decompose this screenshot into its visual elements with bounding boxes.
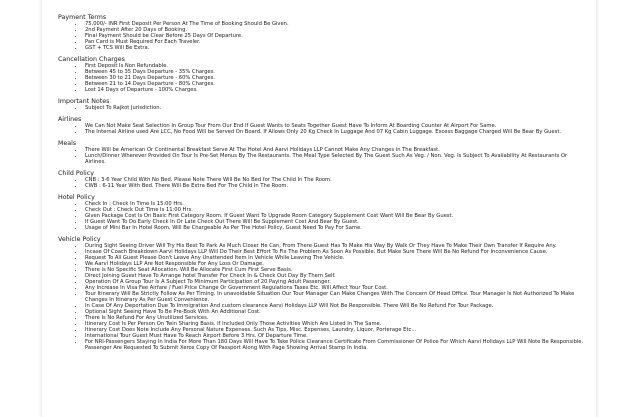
list-item: • In Case Of Any Deportation Due To Immigration And custom clearance Aarvi Holidays LLP Will Not Be Responsible. There Will Be No Refund For Tour Package. bbox=[84, 303, 588, 309]
list-item: • The Internal Airline used Are LCC, No Food Will be Served On Board. If Allows Only 20 Kg Check In Luggage And 07 Kg Cabin Luggage. Excess Baggage Charged Will Be Bear By Guest. bbox=[84, 129, 588, 135]
list-item: • Any Increase In Visa Fee Airfare / Fuel Price Change Or Government Regulations Taxes Etc. Will Affect Your Tour Cost. bbox=[84, 285, 588, 291]
section-list bbox=[58, 201, 588, 231]
section-title: Payment Terms bbox=[58, 14, 107, 21]
section-title: Child Policy bbox=[58, 169, 94, 177]
list-item: • We Aarvi Holidays LLP Are Not Responsible For Any Loss Or Damage. bbox=[84, 261, 588, 267]
list-item: • There Will be American Or Continental Breakfast Serve At The Hotel And Aarvi Holidays LLP Cannot Make Any Changes In The Breakfast. bbox=[84, 147, 588, 153]
list-item: • 75,000/- INR First Deposit Per Person At The Time of Booking Should Be Given. bbox=[84, 21, 588, 27]
section-list bbox=[58, 63, 588, 93]
section-airlines bbox=[58, 116, 588, 135]
list-item: • Pan Card is Must Required For Each Traveler. bbox=[84, 39, 588, 45]
list-item: • 2nd Payment After 20 Days of Booking. bbox=[84, 27, 588, 33]
list-item: • First Deposit Is Non Refundable. bbox=[84, 63, 588, 69]
list-item: • Itinerary Cost Is Per Person On Twin Sharing Basis. If Included Only Those Activities Which Are Listed In The Same. bbox=[84, 321, 588, 327]
list-item: • Subject To Rajkot Jurisdiction. bbox=[84, 105, 588, 111]
list-item: • We Can Not Make Seat Selection In Group Tour From Our End If Guest Wants to Seats Together Guest Have To Inform At Boarding Counter At Airport For Same. bbox=[84, 123, 588, 129]
section-list bbox=[58, 243, 588, 352]
list-item: • There Is No Refund For Any Unutilized Services. bbox=[84, 315, 588, 321]
list-item: • CNB : 3-6 Year Child With No Bed. Please Note There Will Be No Bed for The Child In The Room. bbox=[84, 177, 588, 183]
section-vehicle-policy bbox=[58, 236, 588, 352]
section-payment-terms bbox=[58, 14, 588, 51]
list-item: • For NRI-Passengers Staying In India For More Than 180 Days Will Have To Take Police Clearance Certificate From Commissioner Of Police For Which Aarvi Holidays LLP Will Note Be Responsible. Passenger Are Requested To Submit Xerox Copy Of Passport Along With Page Showing Arrival Stamp In India. bbox=[84, 339, 588, 351]
list-item: • During Sight Seeing Driver Will Try His Best To Park As Much Closer He Can, From There Guest Has To Make His Way By Walk Or They Have To Make Their Own Transfer If Require Any. bbox=[84, 243, 588, 249]
section-list bbox=[58, 21, 588, 51]
terms-document bbox=[42, 0, 596, 417]
section-title: Meals bbox=[58, 139, 77, 147]
section-hotel-policy bbox=[58, 194, 588, 231]
list-item: • Itinerary Cost Does Note Include Any Personal Nature Expenses. Such As Tips, Misc. Expenses, Laundry, Liquor, Porterage Etc... bbox=[84, 327, 588, 333]
section-cancellation-charges bbox=[58, 56, 588, 93]
section-title: Vehicle Policy bbox=[58, 235, 101, 243]
list-item: • Check In : Check In Time Is 15:00 Hrs. bbox=[84, 201, 588, 207]
section-child-policy bbox=[58, 170, 588, 189]
list-item: • Lost 14 Days of Departure - 100% Charges. bbox=[84, 87, 588, 93]
section-important-notes bbox=[58, 98, 588, 111]
section-list bbox=[58, 123, 588, 135]
list-item: • Usage of Mini Bar In Hotel Room, Will Be Chargeable As Per The Hotel Policy, Guest Need To Pay For Same. bbox=[84, 225, 588, 231]
list-item: • Between 30 to 21 Days Departure - 60% Charges. bbox=[84, 75, 588, 81]
list-item: • Operation Of A Group Tour Is A Subject To Minimum Participation of 20 Paying Adult Passenger. bbox=[84, 279, 588, 285]
list-item: • International Tour Guest Must Have To Reach Airport Before 3 Hrs. Of Departure Time. bbox=[84, 333, 588, 339]
list-item: • Tour Itinerary Will Be Strictly Follow As Per Timing. In unavoidable Situation Our Tour Manager Can Make Changes With The Concern Of Head Office. Tour Manager Is Not Authorized To Make Changes In Itinerary As Per Guest Convenience. bbox=[84, 291, 588, 303]
terms-content bbox=[42, 0, 596, 351]
list-item: • CWB : 6-11 Year With Bed. There Will Be Extra Bed For The Child In The Room. bbox=[84, 183, 588, 189]
section-title: Airlines bbox=[58, 115, 82, 123]
section-list bbox=[58, 105, 588, 111]
list-item: • Check Out : Check Out Time Is 11:00 Hrs. bbox=[84, 207, 588, 213]
section-title: Hotel Policy bbox=[58, 193, 95, 201]
section-meals bbox=[58, 140, 588, 165]
list-item: • There is No Specific Seat Allocation. Will Be Allocate First Cum First Serve Basis. bbox=[84, 267, 588, 273]
list-item: • Optional Sight Seeing Have To Be Pre-Book With An Additional Cost. bbox=[84, 309, 588, 315]
list-item: • Incase Of Coach Breakdown Aarvi Holidays LLP Will Do Their Best Effort To Fix The Problem As Soon As Possible. But Make Sure There Will Be No Refund For Inconvenience Cause. bbox=[84, 249, 588, 255]
list-item: • Lunch/Dinner Wherever Provided On Tour Is Pre-Set Menus By The Restaurants. The Meal Type Selected By The Guest Such As Veg. / Non. Veg. Is Subject To Availability At Restaurants Or Airlines. bbox=[84, 153, 588, 165]
list-item: • Final Payment Should be Clear Before 25 Days Of Departure. bbox=[84, 33, 588, 39]
list-item: • Given Package Cost Is On Basic First Category Room. If Guest Want To Upgrade Room Category Supplement Cost Want Will Be Bear By Guest. bbox=[84, 213, 588, 219]
list-item: • Between 21 to 14 Days Departure - 80% Charges. bbox=[84, 81, 588, 87]
section-list bbox=[58, 177, 588, 189]
list-item: • GST + TCS Will Be Extra. bbox=[84, 45, 588, 51]
list-item: • If Guest Want To Do Early Check In Or Late Check Out There Will Be Supplement Cost And Bear By Guest. bbox=[84, 219, 588, 225]
list-item: • Request To All Guest Please Don't Leave Any Unattended Item In Vehicle While Leaving The Vehicle. bbox=[84, 255, 588, 261]
section-list bbox=[58, 147, 588, 165]
section-title: Important Notes bbox=[58, 98, 110, 106]
list-item: • Direct Joining Guest Have To Arrange hotel Transfer For Check In & Check Out Day By Them Self. bbox=[84, 273, 588, 279]
section-title: Cancellation Charges bbox=[58, 56, 125, 64]
list-item: • Between 45 to 35 Days Departure - 35% Charges. bbox=[84, 69, 588, 75]
